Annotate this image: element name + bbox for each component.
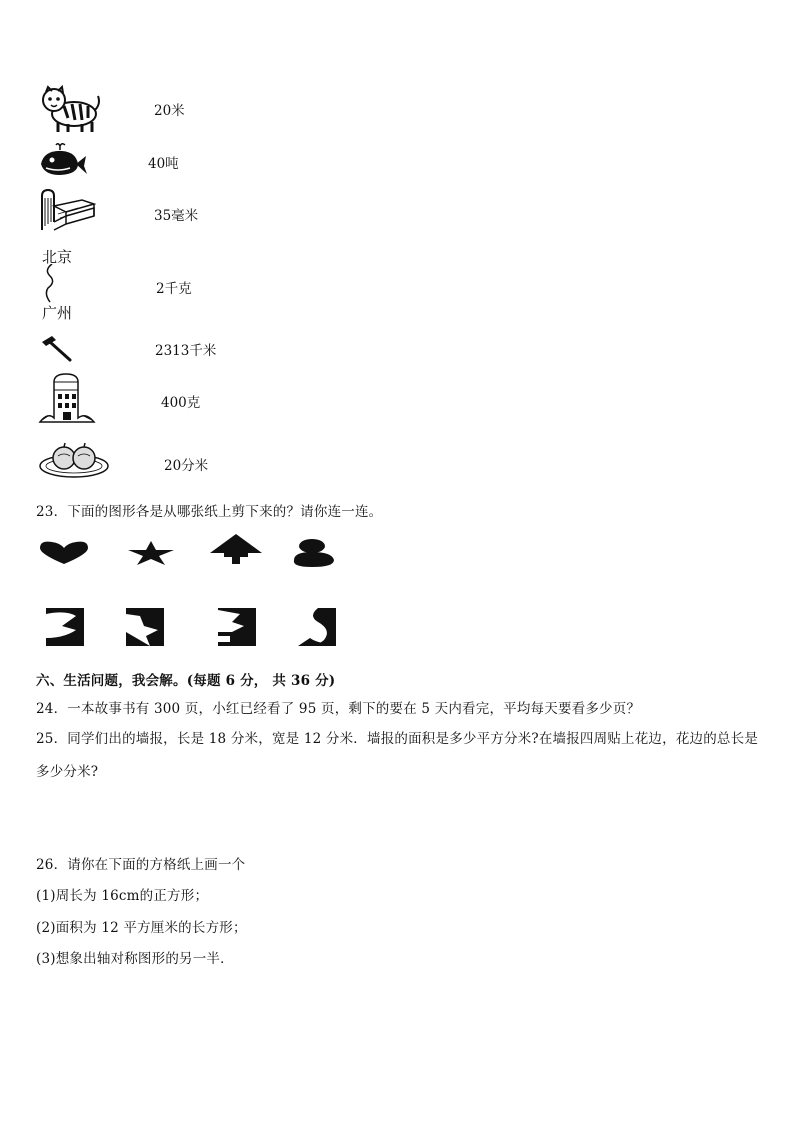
question-26-item-3: (3)想象出轴对称图形的另一半． [36, 951, 234, 967]
map-label-guangzhou: 广州 [42, 304, 73, 322]
nail-icon [40, 334, 74, 362]
whale-icon [38, 142, 88, 178]
value-label-2: 40吨 [148, 156, 179, 172]
question-23-text: 23．下面的图形各是从哪张纸上剪下来的？请你连一连。 [36, 504, 383, 520]
fruit-plate-icon [38, 440, 110, 480]
stacked-blob-shape-icon [290, 538, 336, 568]
question-26-item-2: (2)面积为 12 平方厘米的长方形； [36, 920, 247, 936]
question-25-line-2: 多少分米? [36, 764, 99, 780]
question-25-line-1: 25．同学们出的墙报，长是 18 分米，宽是 12 分米．墙报的面积是多少平方分米?在墙报四周贴上花边，花边的总长是 [36, 731, 759, 747]
value-label-4: 2千克 [156, 281, 192, 297]
cut-paper-arrow-icon [218, 608, 258, 648]
cut-paper-blob-icon [298, 608, 338, 648]
bed-icon [38, 186, 96, 232]
question-26-intro: 26．请你在下面的方格纸上画一个 [36, 857, 246, 873]
question-26-item-1: (1)周长为 16cm的正方形； [36, 888, 209, 904]
cut-paper-star-icon [126, 608, 166, 648]
section-6-heading: 六、生活问题，我会解。(每题 6 分， 共 36 分) [36, 673, 336, 689]
map-route-icon [40, 246, 82, 322]
value-label-1: 20米 [154, 103, 185, 119]
cut-paper-heart-icon [46, 608, 86, 648]
value-label-3: 35毫米 [154, 208, 199, 224]
question-24-text: 24．一本故事书有 300 页，小红已经看了 95 页，剩下的要在 5 天内看完，平均每天要看多少页？ [36, 701, 641, 717]
heart-shape-icon [38, 540, 90, 566]
value-label-5: 2313千米 [155, 343, 217, 359]
arrow-tree-shape-icon [208, 533, 264, 565]
value-label-6: 400克 [161, 395, 201, 411]
star-shape-icon [126, 540, 176, 566]
tiger-icon [38, 84, 102, 134]
route-line-icon [40, 264, 70, 304]
building-icon [38, 372, 96, 424]
map-label-beijing: 北京 [42, 248, 73, 266]
value-label-7: 20分米 [164, 458, 209, 474]
